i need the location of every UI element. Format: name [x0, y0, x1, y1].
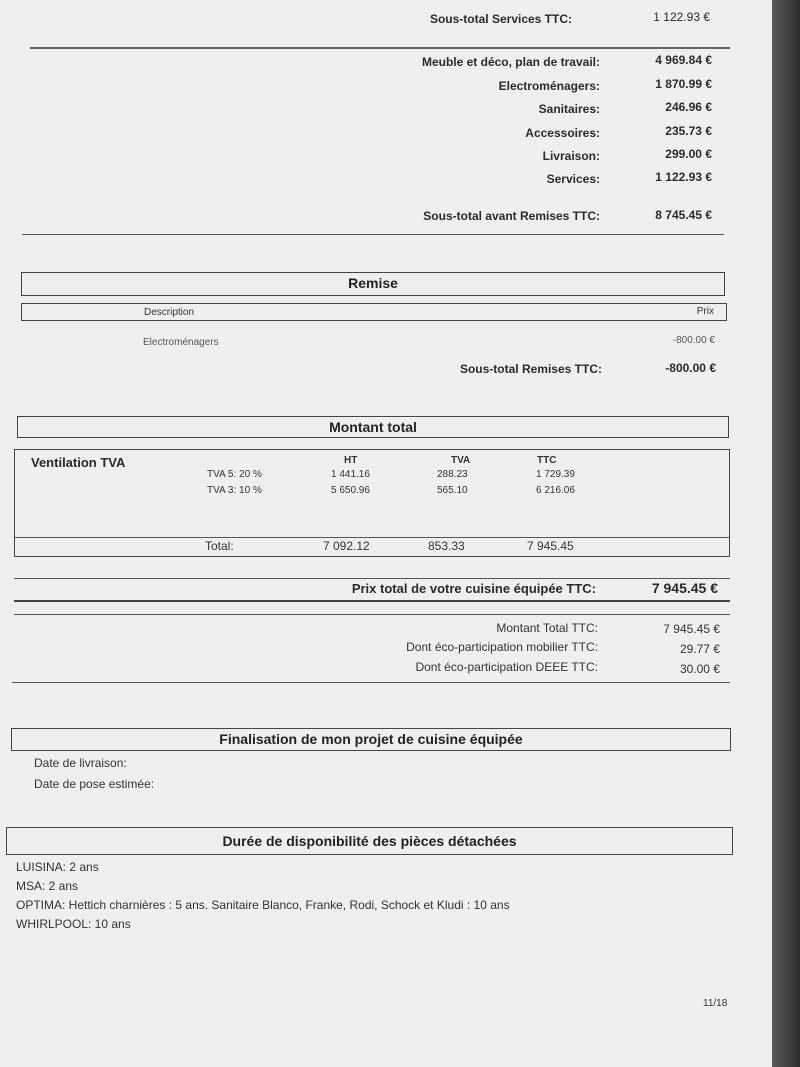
breakdown-label: Services: — [546, 172, 600, 186]
divider — [22, 234, 724, 235]
tva-row-ttc: 6 216.06 — [536, 485, 575, 496]
divider — [15, 537, 729, 538]
tva-row-ht: 1 441.16 — [331, 469, 370, 480]
subtotal-before-label: Sous-total avant Remises TTC: — [423, 209, 600, 223]
tva-table — [14, 449, 730, 557]
page-edge-shadow — [772, 0, 800, 1067]
breakdown-label: Livraison: — [542, 149, 600, 163]
page-number: 11/18 — [703, 998, 728, 1009]
summary-label: Montant Total TTC: — [496, 621, 598, 635]
divider — [14, 600, 730, 602]
remise-item-description: Electroménagers — [143, 337, 219, 348]
subtotal-services-label: Sous-total Services TTC: — [429, 12, 572, 26]
pieces-header — [6, 827, 733, 855]
breakdown-label: Electroménagers: — [498, 79, 600, 93]
breakdown-value: 1 122.93 € — [655, 170, 712, 184]
header-ttc: TTC — [537, 455, 557, 466]
tva-row-label: TVA 5: 20 % — [207, 469, 262, 480]
divider — [14, 578, 730, 579]
date-pose-label: Date de pose estimée: — [34, 777, 155, 791]
pieces-line: LUISINA: 2 ans — [16, 860, 99, 874]
prix-total-value: 7 945.45 € — [651, 580, 718, 596]
tva-row-label: TVA 3: 10 % — [207, 485, 262, 496]
tva-row-ttc: 1 729.39 — [536, 469, 575, 480]
total-tva: 853.33 — [428, 539, 465, 553]
montant-title: Montant total — [329, 419, 417, 435]
total-ttc: 7 945.45 — [527, 539, 574, 553]
breakdown-value: 1 870.99 € — [655, 77, 712, 91]
tva-row-tva: 288.23 — [437, 469, 468, 480]
divider — [12, 682, 730, 683]
header-ht: HT — [344, 455, 358, 466]
breakdown-value: 299.00 € — [665, 147, 712, 161]
finalisation-header — [11, 728, 731, 751]
summary-label: Dont éco-participation DEEE TTC: — [415, 660, 598, 674]
breakdown-label: Meuble et déco, plan de travail: — [421, 55, 600, 69]
tva-row-tva: 565.10 — [437, 485, 468, 496]
total-label: Total: — [205, 539, 234, 553]
subtotal-services-value: 1 122.93 € — [653, 10, 710, 24]
pieces-line: MSA: 2 ans — [16, 879, 79, 893]
breakdown-value: 4 969.84 € — [655, 53, 712, 67]
breakdown-value: 235.73 € — [665, 124, 712, 138]
finalisation-title: Finalisation de mon projet de cuisine équipée — [219, 731, 523, 747]
remise-item-price: -800.00 € — [672, 335, 715, 346]
tva-row-ht: 5 650.96 — [331, 485, 370, 496]
col-prix: Prix — [696, 306, 714, 317]
pieces-line: OPTIMA: Hettich charnières : 5 ans. Sanitaire Blanco, Franke, Rodi, Schock et Kludi : 10 ans — [16, 898, 510, 912]
montant-header — [17, 416, 729, 438]
summary-value: 30.00 € — [679, 662, 720, 676]
pieces-line: WHIRLPOOL: 10 ans — [16, 917, 131, 931]
divider — [14, 614, 730, 615]
remise-header — [21, 272, 725, 296]
remise-title: Remise — [348, 275, 398, 291]
header-tva: TVA — [451, 455, 471, 466]
remise-subtotal-value: -800.00 € — [665, 361, 716, 375]
date-livraison-label: Date de livraison: — [34, 756, 127, 770]
ventilation-title: Ventilation TVA — [31, 455, 126, 470]
summary-value: 29.77 € — [679, 642, 720, 656]
summary-label: Dont éco-participation mobilier TTC: — [406, 640, 598, 654]
pieces-title: Durée de disponibilité des pièces détachées — [222, 833, 517, 849]
breakdown-value: 246.96 € — [665, 100, 712, 114]
remise-subtotal-label: Sous-total Remises TTC: — [459, 362, 602, 376]
col-description: Description — [144, 307, 195, 318]
remise-columns — [21, 303, 727, 321]
breakdown-label: Accessoires: — [525, 126, 600, 140]
divider — [30, 47, 730, 49]
subtotal-before-value: 8 745.45 € — [655, 208, 712, 222]
summary-value: 7 945.45 € — [663, 622, 720, 636]
total-ht: 7 092.12 — [323, 539, 370, 553]
prix-total-label: Prix total de votre cuisine équipée TTC: — [351, 581, 596, 596]
breakdown-label: Sanitaires: — [538, 102, 600, 116]
